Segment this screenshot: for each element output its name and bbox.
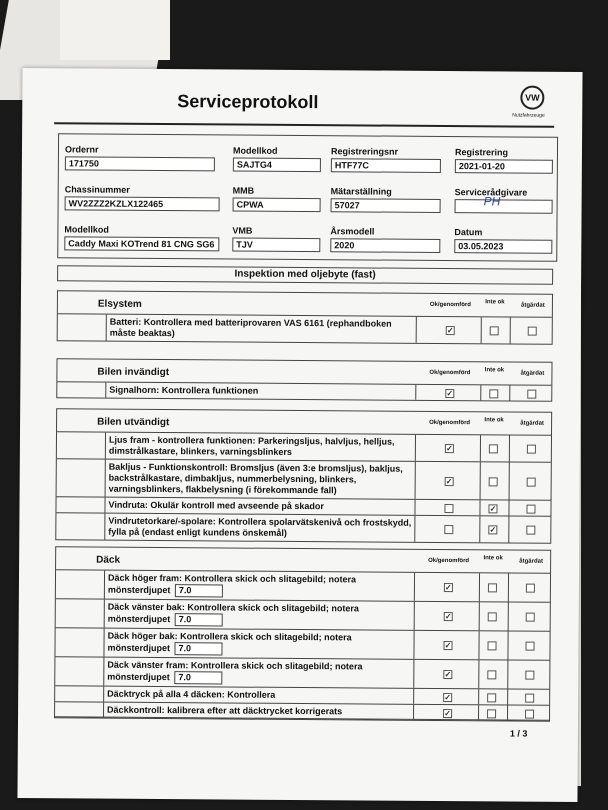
checklist-row: [56, 512, 550, 542]
section-title: Bilen utvändigt: [97, 416, 170, 429]
column-divider: [480, 462, 481, 499]
ok-checkbox[interactable]: ✓: [445, 583, 452, 593]
tread-depth-value: 7.0: [175, 584, 223, 597]
column-divider: [508, 602, 509, 630]
checklist-row: [58, 313, 552, 343]
checklist-item-text: Vindrutetorkare/-spolare: Kontrollera spolarvätskenivå och frostskydd, fylla på (endast enligt kundens önskemål): [104, 514, 414, 542]
checklist-row: [55, 627, 549, 659]
atgardat-checkbox[interactable]: [525, 709, 534, 718]
checklist-row: [57, 431, 551, 461]
ok-checkbox[interactable]: ✓: [444, 692, 452, 702]
atgardat-checkbox[interactable]: [526, 504, 535, 513]
ok-checkbox[interactable]: ✓: [446, 326, 454, 336]
column-divider: [508, 573, 509, 601]
checklist-item-text: Signalhorn: Kontrollera funktionen: [105, 383, 415, 400]
column-ok-header: Ok/genomförd: [429, 419, 471, 427]
column-divider: [415, 462, 416, 499]
section-title: Elsystem: [97, 298, 142, 310]
arsmodell-field: Årsmodell 2020: [330, 226, 440, 253]
inte-ok-checkbox[interactable]: [487, 709, 496, 718]
column-divider: [507, 631, 508, 659]
column-divider: [480, 385, 481, 400]
tread-depth-value: 7.0: [174, 642, 222, 655]
inte-ok-checkbox[interactable]: [487, 670, 496, 679]
checklist-item-text: Vindruta: Okulär kontroll med avseende på skador: [104, 498, 414, 515]
chassi-field: Chassinummer WV2ZZZ2KZLX122465: [65, 184, 220, 211]
column-inte-ok-header: Inte ok: [484, 417, 504, 424]
column-divider: [413, 660, 414, 688]
mmb-field: MMB CPWA: [233, 186, 321, 213]
column-divider: [507, 705, 508, 720]
checklist-item-text: Ljus fram - kontrollera funktionen: Parkeringsljus, halvljus, helljus, dimstrålkastare, blinkers, varningsblinkers: [105, 433, 415, 461]
column-divider: [508, 516, 509, 542]
section-title: Bilen invändigt: [97, 366, 170, 379]
checklist-row: [57, 381, 551, 400]
checklist-item-text: Däck vänster bak: Kontrollera skick och slitagebild; notera mönsterdjupet 7.0: [104, 600, 414, 630]
checklist-row: [57, 458, 551, 499]
regnr-field: Registreringsnr HTF77C: [331, 146, 441, 173]
vmb-field: VMB TJV: [232, 226, 320, 253]
checklist-row: [56, 569, 550, 601]
column-divider: [509, 462, 510, 499]
ok-checkbox[interactable]: ✓: [446, 388, 454, 398]
column-atgardat-header: åtgärdat: [521, 302, 545, 309]
inte-ok-checkbox[interactable]: [490, 326, 499, 335]
checklist-row: [56, 598, 550, 630]
column-divider: [478, 689, 479, 704]
column-atgardat-header: åtgärdat: [519, 558, 543, 565]
atgardat-checkbox[interactable]: [525, 671, 534, 680]
column-divider: [416, 317, 417, 343]
inte-ok-checkbox[interactable]: [488, 641, 497, 650]
datum-field: Datum 03.05.2023: [454, 227, 552, 254]
column-divider: [507, 689, 508, 704]
section-3: [54, 546, 551, 721]
column-divider: [480, 435, 481, 461]
column-divider: [479, 573, 480, 601]
column-atgardat-header: åtgärdat: [520, 370, 545, 377]
tread-depth-value: 7.0: [175, 613, 223, 626]
column-inte-ok-header: Inte ok: [483, 555, 503, 562]
column-divider: [414, 500, 415, 515]
inspection-title: Inspektion med oljebyte (fast): [57, 265, 553, 284]
title-rule: [54, 122, 554, 127]
section-1: [56, 358, 552, 401]
column-divider: [479, 602, 480, 630]
checklist-item-text: Däck höger fram: Kontrollera skick och slitagebild; notera mönsterdjupet 7.0: [104, 571, 414, 601]
column-divider: [478, 705, 479, 720]
page-number: 1 / 3: [509, 728, 528, 739]
column-divider: [479, 500, 480, 515]
checklist-item-text: Batteri: Kontrollera med batteriprovaren VAS 6161 (rephandboken måste beaktas): [106, 315, 416, 343]
service-protocol-page: [17, 68, 582, 802]
ok-checkbox[interactable]: [444, 525, 453, 534]
vw-logo-icon: VW: [520, 86, 544, 110]
ok-checkbox[interactable]: ✓: [446, 444, 453, 454]
atgardat-checkbox[interactable]: [527, 477, 536, 486]
checklist-item-text: Bakljus - Funktionskontroll: Bromsljus (även 3:e bromsljus), bakljus, backstrålkastare, dimbakljus, nummerbelysning, blinkers, varningsblinkers, flakbelysning (i förekommande fall): [105, 460, 415, 499]
servicerad-field: Servicerådgivare: [455, 187, 553, 214]
atgardat-checkbox[interactable]: [526, 584, 535, 593]
checklist-item-text: Däck vänster fram: Kontrollera skick och slitagebild; notera mönsterdjupet 7.0: [103, 658, 413, 688]
ok-checkbox[interactable]: ✓: [445, 476, 453, 486]
ok-checkbox[interactable]: ✓: [444, 612, 452, 622]
atgardat-checkbox[interactable]: [526, 526, 535, 535]
registrering-field: Registrering 2021-01-20: [455, 147, 553, 174]
column-divider: [478, 631, 479, 659]
matarstallning-field: Mätarställning 57027: [331, 186, 441, 213]
checklist-item-text: Däcktryck på alla 4 däcken: Kontrollera: [103, 687, 413, 704]
column-ok-header: Ok/genomförd: [429, 369, 471, 377]
column-divider: [509, 435, 510, 461]
column-divider: [507, 660, 508, 688]
inte-ok-checkbox[interactable]: [489, 477, 498, 486]
section-title: Däck: [96, 554, 121, 566]
column-divider: [414, 516, 415, 542]
column-inte-ok-header: Inte ok: [485, 299, 505, 306]
column-divider: [414, 573, 415, 601]
atgardat-checkbox[interactable]: [525, 693, 534, 702]
column-divider: [508, 500, 509, 515]
column-divider: [413, 689, 414, 704]
inte-ok-checkbox[interactable]: ✓: [489, 503, 497, 513]
advisor-signature: PH: [483, 194, 501, 209]
inte-ok-checkbox[interactable]: [489, 444, 498, 453]
column-divider: [510, 317, 511, 343]
page-title: Serviceprotokoll: [177, 91, 319, 113]
modell-field: Modellkod Caddy Maxi KOTrend 81 CNG SG6: [64, 224, 219, 251]
ok-checkbox[interactable]: [444, 504, 453, 513]
column-inte-ok-header: Inte ok: [484, 367, 505, 374]
atgardat-checkbox[interactable]: [527, 445, 536, 454]
inte-ok-checkbox[interactable]: ✓: [489, 525, 497, 535]
ordernr-field: Ordernr 171750: [65, 144, 215, 171]
column-ok-header: Ok/genomförd: [429, 301, 471, 309]
column-ok-header: Ok/genomförd: [428, 557, 470, 565]
underlying-paper-fold: [60, 0, 170, 60]
tread-depth-value: 7.0: [174, 671, 222, 684]
column-divider: [509, 385, 510, 400]
column-divider: [413, 631, 414, 659]
atgardat-checkbox[interactable]: [528, 327, 537, 336]
atgardat-checkbox[interactable]: [527, 389, 536, 398]
column-divider: [481, 317, 482, 343]
atgardat-checkbox[interactable]: [526, 613, 535, 622]
column-atgardat-header: åtgärdat: [520, 420, 544, 427]
checklist-item-text: Däck höger bak: Kontrollera skick och slitagebild; notera mönsterdjupet 7.0: [103, 629, 413, 659]
inte-ok-checkbox[interactable]: [487, 693, 496, 702]
atgardat-checkbox[interactable]: [526, 642, 535, 651]
ok-checkbox[interactable]: ✓: [444, 670, 452, 680]
modellkod-field: Modellkod SAJTG4: [233, 146, 321, 173]
inte-ok-checkbox[interactable]: [488, 583, 497, 592]
ok-checkbox[interactable]: ✓: [444, 708, 451, 718]
column-divider: [414, 602, 415, 630]
section-0: [57, 290, 553, 344]
inte-ok-checkbox[interactable]: [488, 612, 497, 621]
checklist-item-text: Däckkontroll: kalibrera efter att däcktrycket korrigerats: [103, 703, 413, 720]
ok-checkbox[interactable]: ✓: [444, 641, 452, 651]
logo-caption: Nutzfahrzeuge: [512, 112, 545, 119]
column-divider: [415, 385, 416, 400]
column-divider: [479, 516, 480, 542]
inte-ok-checkbox[interactable]: [489, 389, 498, 398]
column-divider: [415, 435, 416, 461]
section-2: [55, 408, 552, 543]
column-divider: [478, 660, 479, 688]
column-divider: [413, 705, 414, 720]
checklist-row: [55, 656, 549, 688]
